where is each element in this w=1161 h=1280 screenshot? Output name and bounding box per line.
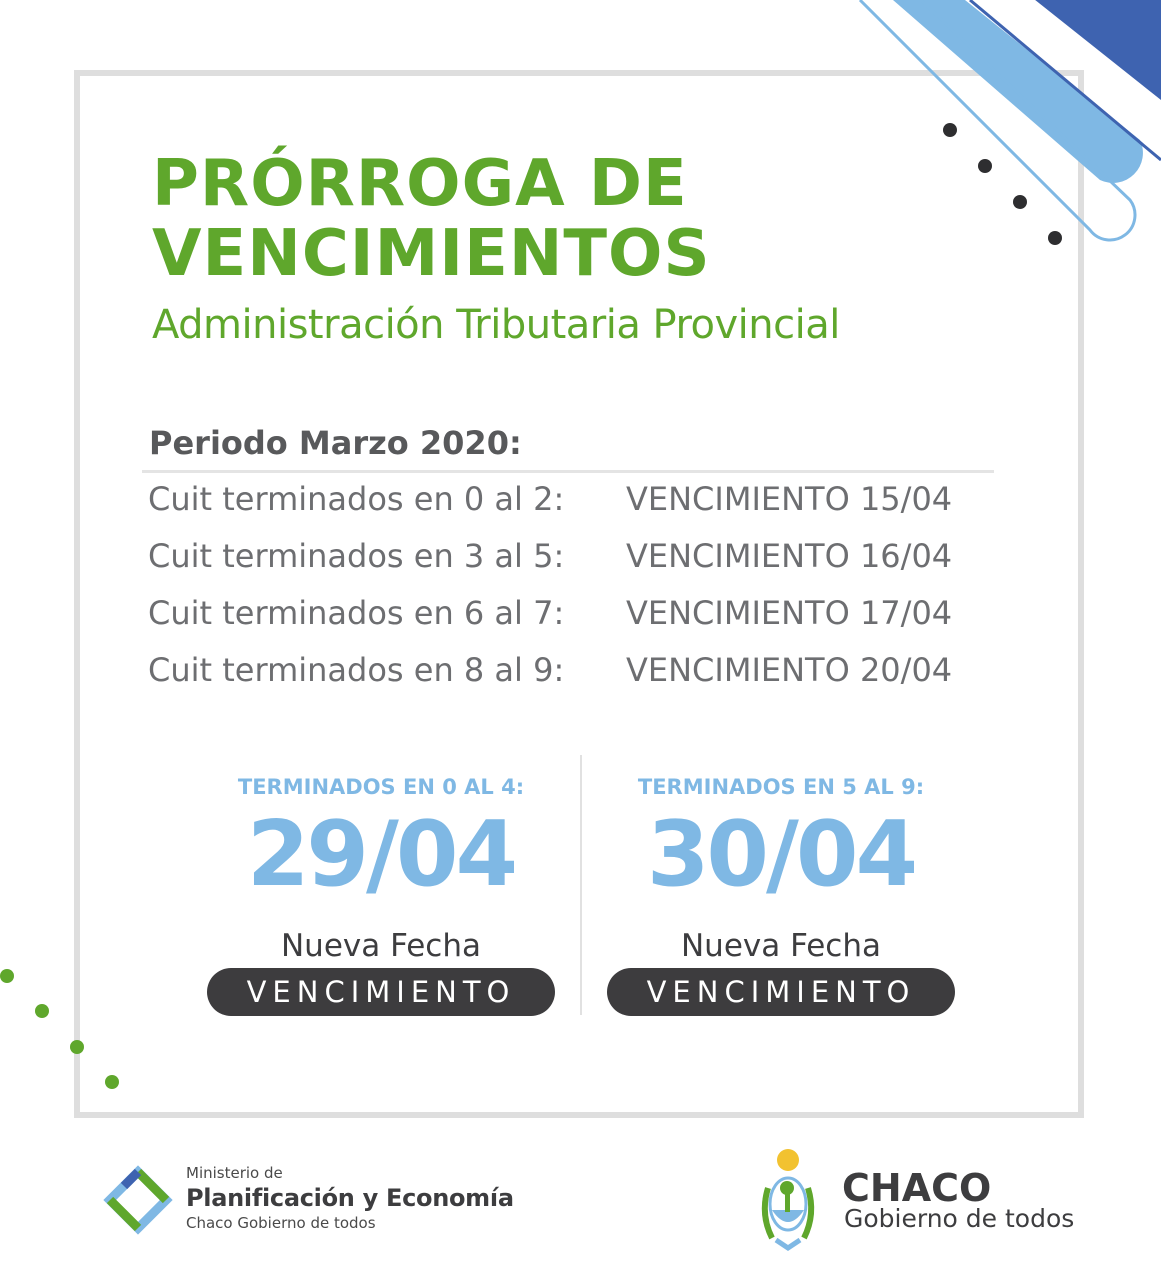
ministry-name: Planificación y Economía <box>186 1184 514 1212</box>
subtitle: Administración Tributaria Provincial <box>152 302 840 348</box>
new-date-subtitle: Nueva Fecha <box>680 928 881 964</box>
vencimiento-badge: VENCIMIENTO <box>207 968 555 1016</box>
new-date-group-0-4 <box>196 770 566 1016</box>
cuit-due-date: VENCIMIENTO 17/04 <box>626 594 953 632</box>
cuit-due-date: VENCIMIENTO 16/04 <box>626 537 953 575</box>
chaco-logo-block <box>750 1144 1110 1254</box>
cuit-row <box>148 537 1008 587</box>
new-date-value: 30/04 <box>646 802 916 907</box>
cuit-range: Cuit terminados en 8 al 9: <box>148 651 565 689</box>
new-date-subtitle: Nueva Fecha <box>280 928 481 964</box>
new-date-label: TERMINADOS EN 5 AL 9: <box>637 775 925 799</box>
ministry-tagline: Chaco Gobierno de todos <box>186 1214 376 1232</box>
title-line-2: VENCIMIENTOS <box>152 217 711 291</box>
period-title: Periodo Marzo 2020: <box>149 424 522 462</box>
period-divider <box>142 470 994 473</box>
cuit-row <box>148 594 1008 644</box>
chaco-coat-of-arms-icon <box>750 1144 826 1252</box>
cuit-range: Cuit terminados en 6 al 7: <box>148 594 565 632</box>
cuit-row <box>148 480 1008 530</box>
new-date-label: TERMINADOS EN 0 AL 4: <box>237 775 525 799</box>
chaco-tagline: Gobierno de todos <box>844 1204 1075 1233</box>
title-line-1: PRÓRROGA DE <box>152 147 688 221</box>
vencimiento-badge: VENCIMIENTO <box>607 968 955 1016</box>
ministry-diamond-logo-icon <box>100 1162 176 1238</box>
chaco-name: CHACO <box>842 1166 992 1210</box>
cuit-due-date: VENCIMIENTO 15/04 <box>626 480 953 518</box>
cuit-row <box>148 651 1008 701</box>
new-date-value: 29/04 <box>246 802 516 907</box>
blue-stripes-decoration <box>840 0 1161 270</box>
column-divider <box>580 755 582 1015</box>
new-date-group-5-9 <box>596 770 966 1016</box>
cuit-range: Cuit terminados en 3 al 5: <box>148 537 565 575</box>
ministry-logo-block <box>100 1160 560 1240</box>
green-dots-decoration <box>0 960 130 1100</box>
ministry-small-label: Ministerio de <box>186 1164 283 1182</box>
cuit-range: Cuit terminados en 0 al 2: <box>148 480 565 518</box>
cuit-due-date: VENCIMIENTO 20/04 <box>626 651 953 689</box>
